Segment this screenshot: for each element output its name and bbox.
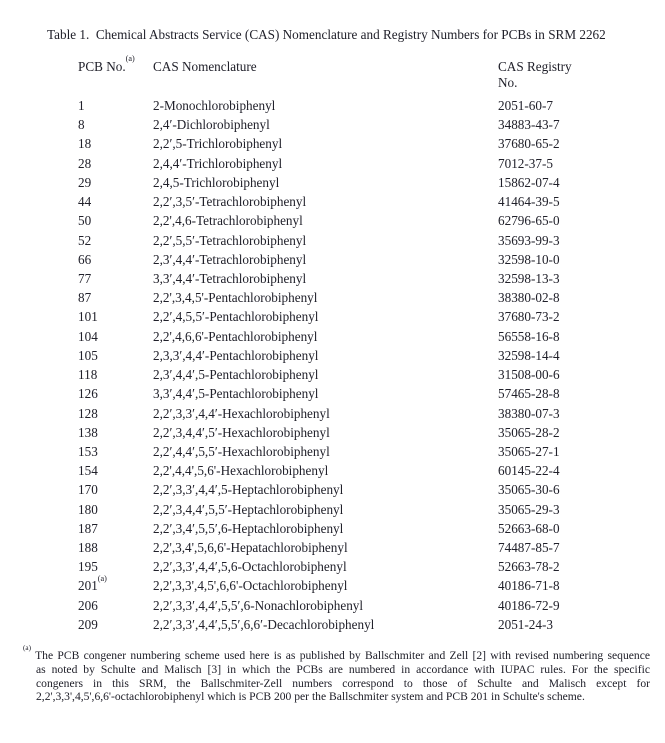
pcb-number: 187 [78, 520, 98, 536]
table-row [78, 250, 618, 269]
cas-nomenclature: 2,2′,3,3′,4,4′-Hexachlorobiphenyl [153, 405, 330, 421]
table-row [78, 96, 618, 115]
table-row [78, 154, 618, 173]
table-row [78, 365, 618, 384]
pcb-number: 128 [78, 405, 98, 421]
cas-nomenclature: 2,4,5-Trichlorobiphenyl [153, 174, 280, 190]
cas-registry-number: 34883-43-7 [498, 117, 560, 133]
table-rows [78, 96, 618, 634]
table-row [78, 134, 618, 153]
pcb-number: 52 [78, 232, 92, 248]
cas-nomenclature: 2,2',4,6-Tetrachlorobiphenyl [153, 213, 303, 229]
table-row [78, 384, 618, 403]
table-row [78, 461, 618, 480]
cas-nomenclature: 2,2′,3,3′,4,4′,5,5′,6-Nonachlorobiphenyl [153, 597, 364, 613]
cas-nomenclature: 2,4′-Dichlorobiphenyl [153, 117, 270, 133]
pcb-number: 206 [78, 597, 98, 613]
cas-registry-number: 32598-10-0 [498, 251, 560, 267]
pcb-number: 44 [78, 194, 92, 210]
header-pcb-no-footnote-marker: (a) [125, 54, 135, 64]
cas-registry-number: 37680-65-2 [498, 136, 560, 152]
header-pcb-no-label: PCB No. [78, 59, 126, 74]
cas-nomenclature: 2-Monochlorobiphenyl [153, 98, 276, 113]
footnote-line-4: 2,2',3,3',4,5',6,6'-octachlorobiphenyl which is PCB 200 per the Ballschmiter system and PCB 201 in Schulte's scheme. [36, 690, 585, 704]
cas-nomenclature: 2,2′,5-Trichlorobiphenyl [153, 136, 283, 152]
header-cas-registry [498, 59, 572, 91]
pcb-number: 66 [78, 251, 92, 267]
table-row [78, 423, 618, 442]
cas-nomenclature: 2,2′,3,4,4′,5,5′-Heptachlorobiphenyl [153, 501, 344, 517]
pcb-number: 126 [78, 386, 98, 402]
footnote [23, 644, 650, 704]
cas-registry-number: 38380-02-8 [498, 290, 560, 306]
cas-registry-number: 32598-14-4 [498, 347, 560, 363]
pcb-number: 138 [78, 424, 98, 440]
pcb-number: 209 [78, 616, 98, 632]
cas-nomenclature: 2,2',3,4,5'-Pentachlorobiphenyl [153, 290, 318, 306]
cas-registry-number: 40186-71-8 [498, 578, 560, 594]
cas-nomenclature: 2,3,3′,4,4′-Pentachlorobiphenyl [153, 347, 319, 363]
pcb-number: 29 [78, 174, 92, 190]
pcb-number: 195 [78, 559, 98, 575]
cas-nomenclature: 2,2′,3,4′,5,5′,6-Heptachlorobiphenyl [153, 520, 344, 536]
header-pcb-no [78, 54, 153, 91]
cas-registry-number: 62796-65-0 [498, 213, 560, 229]
footnote-line-1-text: The PCB congener numbering scheme used here is as published by Ballschmiter and Zell [2] with revised numbering sequence [35, 649, 650, 662]
cas-nomenclature: 2,4,4′-Trichlorobiphenyl [153, 155, 283, 171]
cas-nomenclature: 2,2′,3,5′-Tetrachlorobiphenyl [153, 194, 307, 210]
cas-registry-number: 57465-28-8 [498, 386, 560, 402]
cas-nomenclature: 2,3′,4,4′-Tetrachlorobiphenyl [153, 251, 307, 267]
pcb-number: 1 [78, 98, 85, 113]
pcb-number: 104 [78, 328, 98, 344]
cas-registry-number: 31508-00-6 [498, 367, 560, 383]
cas-registry-number: 52663-78-2 [498, 559, 560, 575]
header-cas-registry-line1: CAS Registry [498, 59, 572, 74]
table-row [78, 519, 618, 538]
table-row [78, 596, 618, 615]
cas-registry-number: 35065-29-3 [498, 501, 560, 517]
cas-registry-number: 38380-07-3 [498, 405, 560, 421]
footnote-line-3: congeners in this SRM, the Ballschmiter-Zell numbers correspond to those of Schulte and Malisch except for [36, 676, 650, 690]
table-row [78, 269, 618, 288]
header-cas-nomenclature: CAS Nomenclature [153, 59, 257, 74]
cas-registry-number: 37680-73-2 [498, 309, 560, 325]
cas-nomenclature: 2,2',3,4',5,6,6'-Hepatachlorobiphenyl [153, 540, 348, 556]
table-row [78, 115, 618, 134]
cas-nomenclature: 2,2′,4,4′,5,5′-Hexachlorobiphenyl [153, 443, 330, 459]
cas-registry-number: 35693-99-3 [498, 232, 560, 248]
pcb-number: 8 [78, 117, 85, 133]
table-row [78, 573, 618, 595]
pcb-number-footnote-marker: (a) [97, 573, 107, 583]
cas-nomenclature: 3,3′,4,4′,5-Pentachlorobiphenyl [153, 386, 319, 402]
cas-registry-number: 35065-28-2 [498, 424, 560, 440]
pcb-number: 87 [78, 290, 92, 306]
footnote-line-2: as noted by Schulte and Malisch [3] in which the PCBs are numbered in accordance with IUPAC rules. For the specific [36, 662, 650, 676]
cas-registry-number: 74487-85-7 [498, 540, 560, 556]
table-row [78, 288, 618, 307]
table-row [78, 211, 618, 230]
header-cas-registry-line2: No. [498, 75, 518, 90]
cas-nomenclature: 2,3′,4,4′,5-Pentachlorobiphenyl [153, 367, 319, 383]
cas-nomenclature: 2,2′,5,5′-Tetrachlorobiphenyl [153, 232, 307, 248]
table-row [78, 404, 618, 423]
table-row [78, 615, 618, 634]
table-row [78, 442, 618, 461]
table-title: Table 1. Chemical Abstracts Service (CAS) Nomenclature and Registry Numbers for PCBs in SRM 2262 [47, 27, 606, 42]
cas-registry-number: 40186-72-9 [498, 597, 560, 613]
pcb-number: 180 [78, 501, 98, 517]
table-row [78, 231, 618, 250]
cas-registry-number: 15862-07-4 [498, 174, 560, 190]
pcb-number: 77 [78, 270, 92, 286]
cas-registry-number: 2051-60-7 [498, 98, 553, 113]
cas-nomenclature: 2,2',4,6,6'-Pentachlorobiphenyl [153, 328, 318, 344]
cas-nomenclature: 2,2′,3,4,4′,5′-Hexachlorobiphenyl [153, 424, 330, 440]
pcb-number: 118 [78, 367, 98, 383]
cas-nomenclature: 2,2′,3,3′,4,4′,5,6-Octachlorobiphenyl [153, 559, 347, 575]
table-row [78, 307, 618, 326]
footnote-line-1 [23, 644, 650, 663]
table-row [78, 538, 618, 557]
pcb-number: 170 [78, 482, 98, 498]
cas-registry-number: 2051-24-3 [498, 616, 553, 632]
table-row [78, 327, 618, 346]
cas-registry-number: 56558-16-8 [498, 328, 560, 344]
table-row [78, 173, 618, 192]
cas-registry-number: 7012-37-5 [498, 155, 553, 171]
table-row [78, 500, 618, 519]
cas-registry-number: 35065-30-6 [498, 482, 560, 498]
table-row [78, 480, 618, 499]
table-header-row [78, 54, 572, 91]
cas-registry-number: 35065-27-1 [498, 443, 560, 459]
pcb-number: 28 [78, 155, 92, 171]
cas-nomenclature: 3,3′,4,4′-Tetrachlorobiphenyl [153, 270, 307, 286]
footnote-marker: (a) [23, 644, 31, 653]
table-row [78, 192, 618, 211]
cas-registry-number: 52663-68-0 [498, 520, 560, 536]
pcb-number: 105 [78, 347, 98, 363]
cas-registry-number: 60145-22-4 [498, 463, 560, 479]
cas-nomenclature: 2,2',3,3',4,5',6,6'-Octachlorobiphenyl [153, 578, 348, 594]
table-row [78, 557, 618, 576]
pcb-number: 154 [78, 463, 98, 479]
cas-nomenclature: 2,2',4,4',5,6'-Hexachlorobiphenyl [153, 463, 329, 479]
cas-nomenclature: 2,2′,3,3′,4,4′,5,5′,6,6′-Decachlorobiphenyl [153, 616, 375, 632]
pcb-number: 188 [78, 540, 98, 556]
pcb-number: 101 [78, 309, 98, 325]
pcb-number: 18 [78, 136, 92, 152]
cas-registry-number: 41464-39-5 [498, 194, 560, 210]
cas-nomenclature: 2,2′,4,5,5′-Pentachlorobiphenyl [153, 309, 319, 325]
pcb-number: 50 [78, 213, 92, 229]
table-row [78, 346, 618, 365]
cas-registry-number: 32598-13-3 [498, 270, 560, 286]
pcb-number: 153 [78, 443, 98, 459]
pcb-number: 201$^{(a)}$ [78, 573, 107, 594]
cas-nomenclature: 2,2′,3,3′,4,4′,5-Heptachlorobiphenyl [153, 482, 344, 498]
